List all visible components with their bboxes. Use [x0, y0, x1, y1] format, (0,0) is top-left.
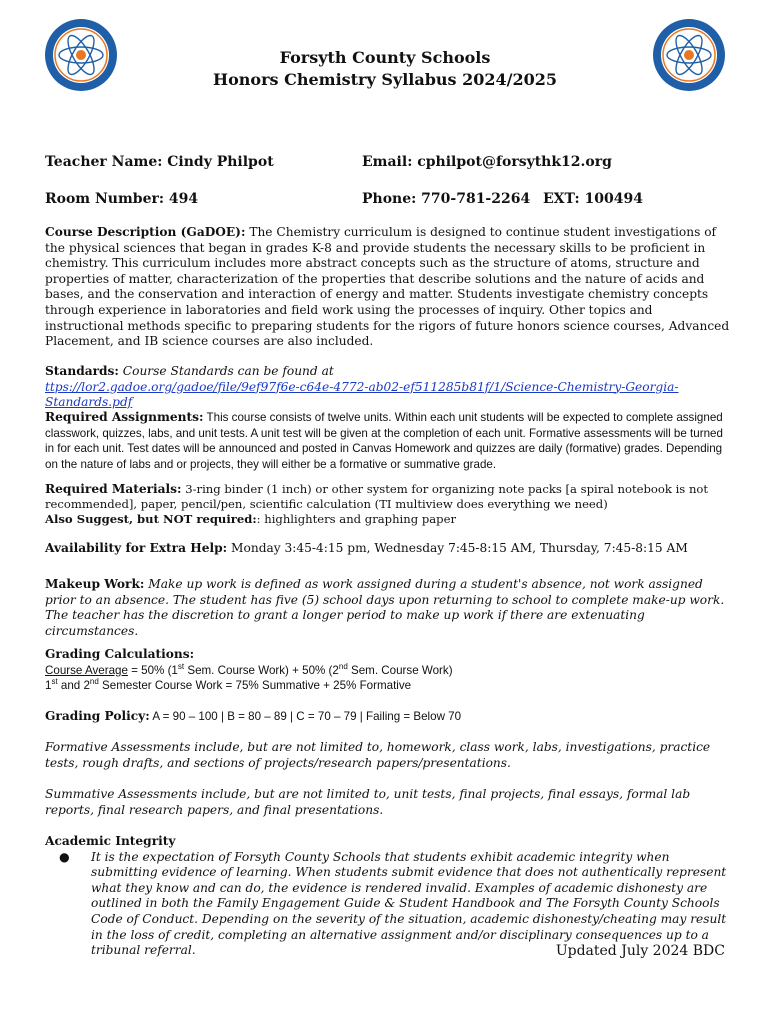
extra-help-label: Availability for Extra Help: — [45, 541, 228, 555]
makeup-work — [45, 577, 730, 639]
required-materials — [45, 482, 730, 528]
semester-weight-line — [45, 679, 411, 692]
course-average-line — [45, 661, 453, 677]
sup-first-2: st — [51, 677, 58, 687]
sup-second-2: nd — [89, 677, 99, 687]
course-average-part-a: = 50% (1 — [127, 663, 178, 677]
suggested-materials-text: : highlighters and graphing paper — [256, 512, 456, 527]
grading-policy-text: A = 90 – 100 | B = 80 – 89 | C = 70 – 79 | Failing = Below 70 — [149, 710, 462, 723]
updated-footer: Updated July 2024 BDC — [555, 943, 725, 959]
required-materials-label: Required Materials: — [45, 482, 182, 496]
makeup-work-label: Makeup Work: — [45, 577, 145, 591]
course-description-label: Course Description (GaDOE): — [45, 225, 246, 239]
sup-second: nd — [338, 661, 348, 671]
semester-weight-part-c: Semester Course Work = 75% Summative + 25% Formative — [98, 679, 412, 693]
standards-label: Standards: — [45, 364, 119, 378]
course-average-label: Course Average — [45, 663, 128, 677]
district-title: Forsyth County Schools — [279, 48, 491, 67]
academic-integrity-label: Academic Integrity — [45, 834, 176, 848]
required-assignments-label: Required Assignments: — [45, 410, 204, 424]
course-average-part-b: Sem. Course Work) + 50% (2 — [184, 663, 339, 677]
phone-extension: EXT: 100494 — [543, 191, 643, 207]
standards-text: Course Standards can be found at — [118, 364, 334, 378]
required-assignments — [45, 410, 730, 472]
grading-policy — [45, 709, 730, 725]
grading-calculations — [45, 647, 730, 694]
extra-help — [45, 541, 730, 557]
makeup-work-text: Make up work is defined as work assigned during a student's absence, not work assigned prior to an absence. The student has five (5) school days upon returning to school to complete make-up work. The teacher has the discretion to grant a longer period to make up work if there are extenuating circumstances. — [45, 577, 725, 638]
teacher-email: Email: cphilpot@forsythk12.org — [362, 154, 612, 170]
standards-link[interactable]: ttps://lor2.gadoe.org/gadoe/file/9ef97f6e-c64e-4772-ab02-ef511285b81f/1/Science-Chemistry-Georgia-Standards.pdf — [45, 379, 679, 410]
room-number: Room Number: 494 — [45, 191, 199, 207]
teacher-name: Teacher Name: Cindy Philpot — [45, 154, 274, 170]
grading-policy-label: Grading Policy: — [45, 709, 150, 723]
phone-number: Phone: 770-781-2264 — [362, 191, 531, 207]
suggested-materials-label: Also Suggest, but NOT required: — [45, 512, 257, 527]
academic-integrity-text: It is the expectation of Forsyth County Schools that students exhibit academic integrity when submitting evidence of learning. When students submit evidence that does not authentically represent what they know and can do, the evidence is rendered invalid. Examples of academic dishonesty are outlined in both the Family Engagement Guide & Student Handbook and The Forsyth County Schools Code of Conduct. Depending on the severity of the situation, academic dishonesty/cheating may result in the loss of credit, completing an alternative assignment and/or disciplinary consequences up to a tribunal referral. — [91, 849, 727, 958]
required-materials-text: 3-ring binder (1 inch) or other system for organizing note packs [a spiral notebook is not recommended], paper, pencil/pen, scientific calculation (TI multiview does everything we need) — [45, 482, 709, 512]
formative-assessments: Formative Assessments include, but are not limited to, homework, class work, labs, investigations, practice tests, rough drafts, and sections of projects/research papers/presentations. — [45, 740, 711, 770]
semester-weight-part-a: 1 — [45, 679, 52, 693]
semester-weight-part-b: and 2 — [57, 679, 90, 693]
course-description-text: The Chemistry curriculum is designed to continue student investigations of the physical sciences that began in grades K-8 and provide students the necessary skills to be proficient in chemistry. This curriculum includes more abstract concepts such as the structure of atoms, structure and properties of matter, characterization of the properties that describe solutions and the nature of acids and bases, and the conservation and interaction of energy and matter. Students investigate chemistry concepts through experience in laboratories and field work using the processes of inquiry. Other topics and instructional methods specific to preparing students for the rigors of future honors science courses, Advanced Placement, and IB science courses are also included. — [45, 225, 730, 349]
extra-help-text: Monday 3:45-4:15 pm, Wednesday 7:45-8:15 AM, Thursday, 7:45-8:15 AM — [227, 541, 688, 555]
academic-integrity — [45, 834, 730, 959]
course-title: Honors Chemistry Syllabus 2024/2025 — [212, 70, 558, 89]
course-average-part-c: Sem. Course Work) — [347, 663, 453, 677]
standards-section — [45, 364, 730, 411]
sup-first: st — [177, 661, 185, 671]
summative-assessments: Summative Assessments include, but are not limited to, unit tests, final projects, final essays, formal lab reports, final research papers, and final presentations. — [45, 787, 691, 817]
bullet-icon: ● — [59, 849, 70, 864]
course-description — [45, 225, 730, 350]
required-assignments-text: This course consists of twelve units. Within each unit students will be expected to complete assigned classwork, quizzes, labs, and unit tests. A unit test will be given at the completion of each unit. Formative assessments will be turned in for each unit. Test dates will be announced and posted in Canvas Homework and quizzes are daily (formative) grades. Depending on the nature of labs and or projects, they will either be a formative or summative grade. — [45, 411, 723, 471]
grading-calculations-label: Grading Calculations: — [45, 647, 195, 661]
